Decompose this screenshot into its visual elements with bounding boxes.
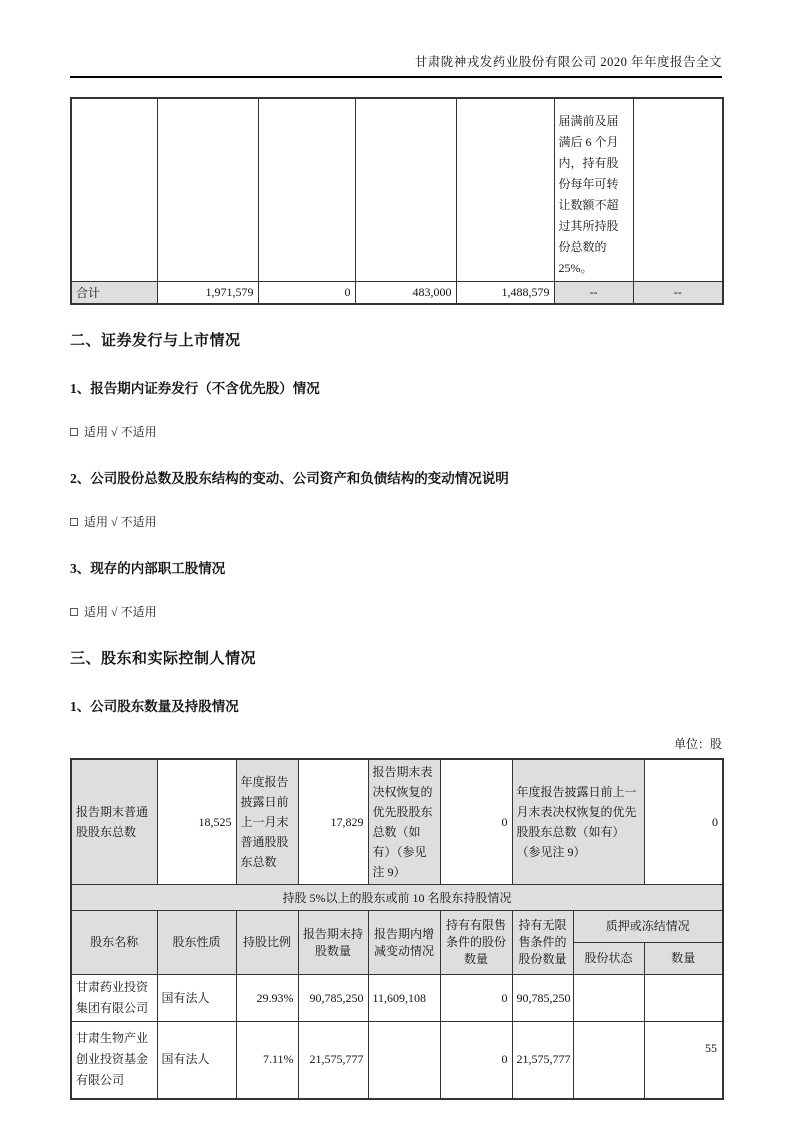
ordinary-prior-value: 17,829 xyxy=(298,759,368,885)
shareholder-pledge-qty xyxy=(644,1022,723,1099)
col-header-change: 报告期内增减变动情况 xyxy=(368,911,440,975)
total-value: 0 xyxy=(258,282,355,305)
ordinary-end-label: 报告期末普通股股东总数 xyxy=(71,759,157,885)
preferred-end-value: 0 xyxy=(440,759,512,885)
lockup-shares-table xyxy=(70,97,724,305)
page-content xyxy=(70,97,722,1100)
col-header-shares-end: 报告期末持股数量 xyxy=(298,911,368,975)
empty-cell xyxy=(633,98,723,282)
col-header-pledge-qty: 数量 xyxy=(644,943,723,975)
shareholder-change xyxy=(368,1022,440,1099)
col-header-unrestricted: 持有无限售条件的股份数量 xyxy=(512,911,573,975)
col-header-pledge: 质押或冻结情况 xyxy=(573,911,723,943)
empty-cell xyxy=(71,98,157,282)
empty-cell xyxy=(456,98,554,282)
col-header-pledge-status: 股份状态 xyxy=(573,943,644,975)
preferred-end-label: 报告期末表决权恢复的优先股股东总数（如有）（参见注 9） xyxy=(368,759,440,885)
band-title: 持股 5%以上的股东或前 10 名股东持股情况 xyxy=(71,885,723,911)
checkbox-icon xyxy=(70,518,78,526)
shareholder-ratio: 7.11% xyxy=(236,1022,298,1099)
shareholder-name: 甘肃药业投资集团有限公司 xyxy=(71,975,157,1022)
shareholder-shares-end: 90,785,250 xyxy=(298,975,368,1022)
shareholder-table xyxy=(70,758,724,1100)
shareholder-ratio: 29.93% xyxy=(236,975,298,1022)
applicability-line xyxy=(70,423,722,440)
total-row xyxy=(71,282,723,305)
shareholder-pledge-qty xyxy=(644,975,723,1022)
shareholder-nature: 国有法人 xyxy=(157,975,236,1022)
checkbox-icon xyxy=(70,608,78,616)
applicability-text: 适用 √ 不适用 xyxy=(84,425,157,439)
applicability-text: 适用 √ 不适用 xyxy=(84,515,157,529)
shareholder-row xyxy=(71,1022,723,1099)
applicability-text: 适用 √ 不适用 xyxy=(84,605,157,619)
shareholder-restricted: 0 xyxy=(440,1022,512,1099)
col-header-ratio: 持股比例 xyxy=(236,911,298,975)
lockup-note-cell: 届满前及届满后 6 个月内，持有股份每年可转让数额不超过其所持股份总数的 25%。 xyxy=(554,98,633,282)
section-heading-securities: 二、证券发行与上市情况 xyxy=(70,333,241,349)
empty-cell xyxy=(157,98,258,282)
total-value: 1,488,579 xyxy=(456,282,554,305)
table-row xyxy=(71,98,723,282)
shareholder-unrestricted: 90,785,250 xyxy=(512,975,573,1022)
applicability-line xyxy=(70,513,722,530)
shareholder-name: 甘肃生物产业创业投资基金有限公司 xyxy=(71,1022,157,1099)
shareholder-unrestricted: 21,575,777 xyxy=(512,1022,573,1099)
shareholder-pledge-status xyxy=(573,975,644,1022)
ordinary-prior-label: 年度报告披露日前上一月末普通股股东总数 xyxy=(236,759,298,885)
checkbox-icon xyxy=(70,428,78,436)
empty-cell xyxy=(258,98,355,282)
shareholder-row xyxy=(71,975,723,1022)
empty-cell xyxy=(355,98,456,282)
preferred-prior-value: 0 xyxy=(644,759,723,885)
page-number: 55 xyxy=(705,1041,717,1055)
unit-note: 单位：股 xyxy=(673,737,722,751)
section-heading-shareholders: 三、股东和实际控制人情况 xyxy=(70,651,257,667)
subsection-share-structure-change: 2、公司股份总数及股东结构的变动、公司资产和负债结构的变动情况说明 xyxy=(70,471,509,486)
ordinary-end-value: 18,525 xyxy=(157,759,236,885)
total-value: -- xyxy=(554,282,633,305)
shareholder-shares-end: 21,575,777 xyxy=(298,1022,368,1099)
shareholder-restricted: 0 xyxy=(440,975,512,1022)
shareholder-nature: 国有法人 xyxy=(157,1022,236,1099)
total-label: 合计 xyxy=(71,282,157,305)
preferred-prior-label: 年度报告披露日前上一月末表决权恢复的优先股股东总数（如有）（参见注 9） xyxy=(512,759,644,885)
applicability-line xyxy=(70,603,722,620)
total-value: 1,971,579 xyxy=(157,282,258,305)
col-header-restricted: 持有有限售条件的股份数量 xyxy=(440,911,512,975)
subsection-securities-issuance: 1、报告期内证券发行（不含优先股）情况 xyxy=(70,381,320,396)
subsection-employee-shares: 3、现存的内部职工股情况 xyxy=(70,561,226,576)
shareholder-pledge-status xyxy=(573,1022,644,1099)
doc-header-title: 甘肃陇神戎发药业股份有限公司 2020 年年度报告全文 xyxy=(414,55,722,69)
doc-header xyxy=(70,52,722,78)
total-value: -- xyxy=(633,282,723,305)
shareholder-summary-row xyxy=(71,759,723,885)
col-header-nature: 股东性质 xyxy=(157,911,236,975)
subsection-shareholder-count: 1、公司股东数量及持股情况 xyxy=(70,699,239,714)
col-header-name: 股东名称 xyxy=(71,911,157,975)
band-row xyxy=(71,885,723,911)
header-row xyxy=(71,911,723,943)
total-value: 483,000 xyxy=(355,282,456,305)
shareholder-change: 11,609,108 xyxy=(368,975,440,1022)
